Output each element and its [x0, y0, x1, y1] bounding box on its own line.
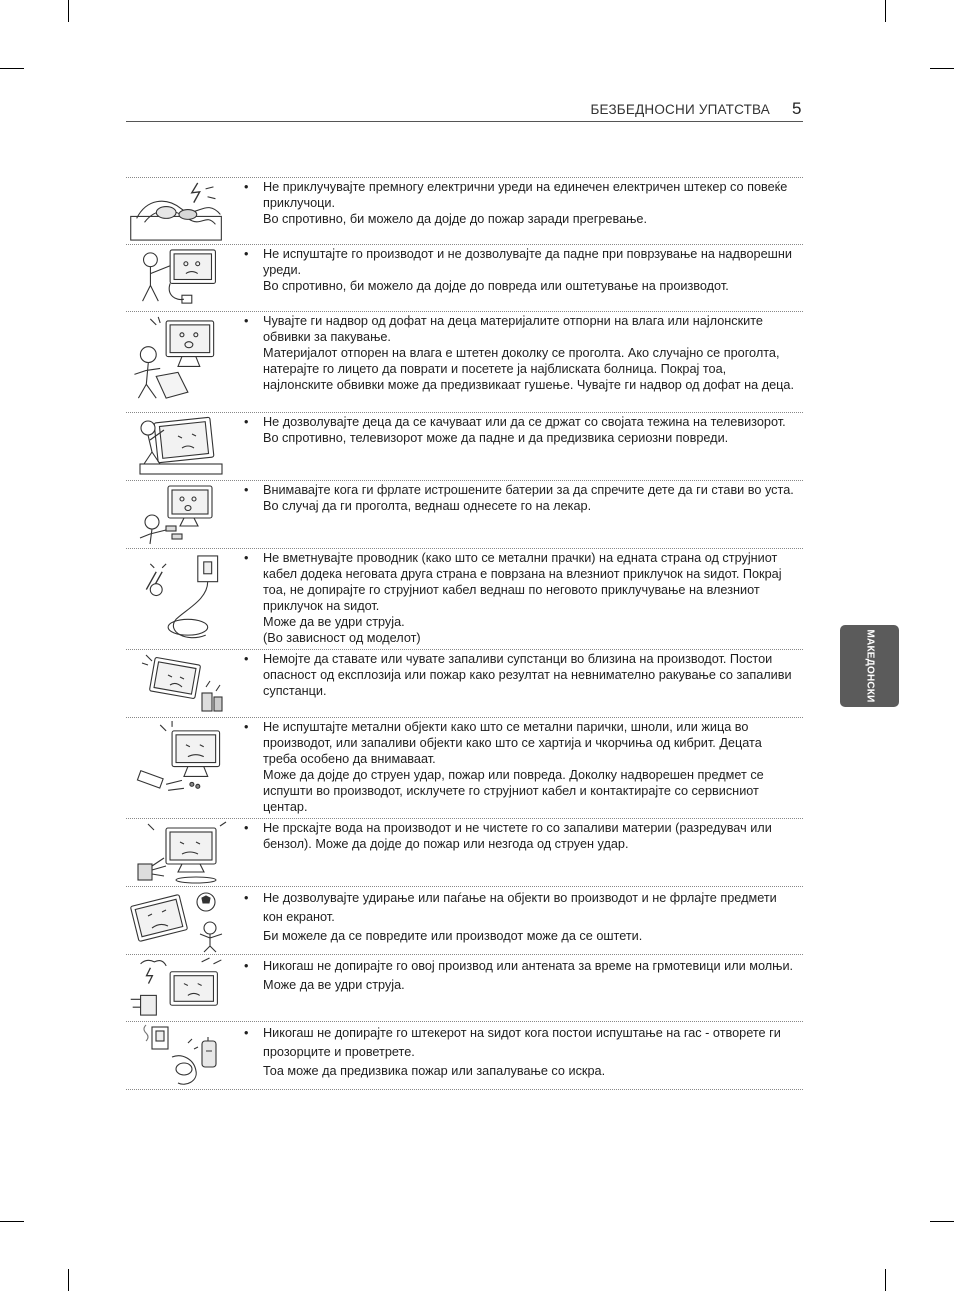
safety-item-text — [244, 551, 799, 646]
crop-mark — [0, 1221, 24, 1222]
safety-item — [126, 954, 803, 1022]
safety-item — [126, 548, 803, 650]
bullet: • — [244, 1026, 249, 1040]
crop-mark — [68, 1269, 69, 1291]
safety-item-text — [244, 652, 799, 700]
safety-item — [126, 177, 803, 245]
bullet: • — [244, 959, 249, 973]
crop-mark — [885, 0, 886, 22]
bullet: • — [244, 891, 249, 905]
safety-item-line: Може да ве удри струја. — [263, 978, 405, 992]
safety-item-line: Може да ве удри струја. — [263, 614, 405, 629]
bullet: • — [244, 415, 249, 429]
bullet: • — [244, 551, 249, 565]
safety-item-text — [244, 1024, 799, 1081]
metal-chopsticks-plug-icon — [126, 550, 231, 649]
safety-item — [126, 311, 803, 413]
crop-mark — [930, 1221, 954, 1222]
safety-item-text — [244, 314, 799, 394]
safety-item-line: Никогаш не допирајте го овој производ или антената за време на грмотевици или молњи. — [263, 959, 794, 973]
safety-item — [126, 818, 803, 887]
bullet: • — [244, 314, 249, 328]
safety-item-line: Не испуштајте го производот и не дозволувајте да падне при поврзување на надворешни уреди. — [263, 247, 792, 277]
safety-item-line: Не вметнувајте проводник (како што се метални прачки) на едната страна од струјниот кабел додека неговата друга страна е поврзана на влезниот приклучок на ѕидот. Покрај тоа, не допирајте го струјниот кабел веднаш по неговото приклучување на влезниот приклучок на ѕидот. — [263, 551, 782, 613]
safety-item-text — [244, 247, 799, 295]
crop-mark — [0, 68, 24, 69]
page-header-title: БЕЗБЕДНОСНИ УПАТСТВА — [590, 102, 770, 117]
language-side-tab-label: МАКЕДОНСКИ — [864, 629, 875, 703]
safety-item-line: Никогаш не допирајте го штекерот на ѕидот кога постои испуштање на гас - отворете ги прозорците и проветрете. — [263, 1026, 781, 1059]
water-spray-tv-icon — [126, 820, 231, 886]
safety-item-line: Внимавајте кога ги фрлате истрошените батерии за да спречите дете да ги стави во уста. — [263, 483, 794, 497]
bullet: • — [244, 821, 249, 835]
safety-item — [126, 412, 803, 481]
safety-item-text — [244, 821, 799, 853]
safety-item — [126, 1021, 803, 1090]
crop-mark — [68, 0, 69, 22]
page-number: 5 — [792, 99, 802, 118]
safety-item-text — [244, 180, 799, 228]
battery-child-icon — [126, 482, 231, 548]
flammable-spray-icon — [126, 651, 231, 717]
safety-item-line: Не дозволувајте деца да се качуваат или да се држат со својата тежина на телевизорот. — [263, 415, 786, 429]
gas-leak-plug-icon — [126, 1023, 231, 1089]
safety-item — [126, 480, 803, 549]
safety-item — [126, 649, 803, 718]
safety-item-line: Не дозволувајте удирање или паѓање на објекти во производот и не фрлајте предмети кон екранот. — [263, 891, 777, 924]
safety-item-line: Може да дојде до струен удар, пожар или повреда. Доколку надворешен предмет се испушти во производот, исклучете го струјниот кабел и контактирајте со сервисниот центар. — [263, 767, 764, 814]
safety-item — [126, 886, 803, 955]
safety-item-text — [244, 415, 799, 447]
safety-item-line: Во спротивно, телевизорот може да падне и да предизвика сериозни повреди. — [263, 430, 729, 445]
metal-objects-tv-icon — [126, 719, 231, 818]
overloaded-outlet-icon — [126, 179, 231, 244]
safety-item-line: Не испуштајте метални објекти како што се метални парички, шноли, или жица во производот, или запаливи објекти како што се хартија и чкорчиња од кибрит. Децата треба особено да внимаваат. — [263, 720, 762, 766]
crop-mark — [885, 1269, 886, 1291]
safety-item-line: Би можеле да се повредите или производот може да се оштети. — [263, 929, 643, 943]
bullet: • — [244, 652, 249, 666]
safety-item-line: Тоа може да предизвика пожар или запалување со искра. — [263, 1064, 606, 1078]
child-climbing-tv-icon — [126, 414, 231, 480]
safety-item-line: Во случај да ги проголта, веднаш однесете го на лекар. — [263, 498, 592, 513]
safety-item-line: Во спротивно, би можело да дојде до повреда или оштетување на производот. — [263, 278, 729, 293]
bullet: • — [244, 483, 249, 497]
safety-item-line: Чувајте ги надвор од дофат на деца материјалите отпорни на влага или најлонските обвивки за пакување. — [263, 314, 763, 344]
safety-item-text — [244, 483, 799, 515]
safety-item-line: Во спротивно, би можело да дојде до пожар заради прегревање. — [263, 211, 648, 226]
child-pulling-tv-icon — [126, 246, 231, 311]
bullet: • — [244, 720, 249, 734]
crop-mark — [930, 68, 954, 69]
safety-item-text — [244, 957, 799, 995]
ball-hitting-tv-icon — [126, 888, 231, 954]
header-rule — [126, 121, 803, 122]
bullet: • — [244, 247, 249, 261]
safety-item-text — [244, 720, 799, 815]
safety-item-line: Материјалот отпорен на влага е штетен доколку се проголта. Ако случајно се проголта, натерајте го лицето да поврати и посетете ја најблиската болница. Покрај тоа, најлонските обвивки може да предизвикаат гушење. Чувајте ги надвор од дофат на деца. — [263, 345, 794, 392]
bottom-rule — [126, 1089, 803, 1090]
safety-item-line: Немојте да ставате или чувате запаливи супстанци во близина на производот. Постои опасност од експлозија или пожар како резултат на невнимателно ракување со запаливи супстанци. — [263, 652, 792, 698]
safety-item — [126, 244, 803, 312]
safety-item-line: Не приклучувајте премногу електрични уреди на единечен електричен штекер со повеќе приклучоци. — [263, 180, 788, 210]
safety-item-line: Не прскајте вода на производот и не чистете го со запаливи материи (разредувач или бензол). Може да дојде до пожар или незгода од струен удар. — [263, 821, 772, 851]
safety-item-line: (Во зависност од моделот) — [263, 630, 421, 645]
language-side-tab — [840, 625, 899, 707]
lightning-storm-tv-icon — [126, 956, 231, 1021]
safety-item — [126, 717, 803, 819]
bullet: • — [244, 180, 249, 194]
safety-item-text — [244, 889, 799, 946]
child-packaging-icon — [126, 313, 231, 412]
